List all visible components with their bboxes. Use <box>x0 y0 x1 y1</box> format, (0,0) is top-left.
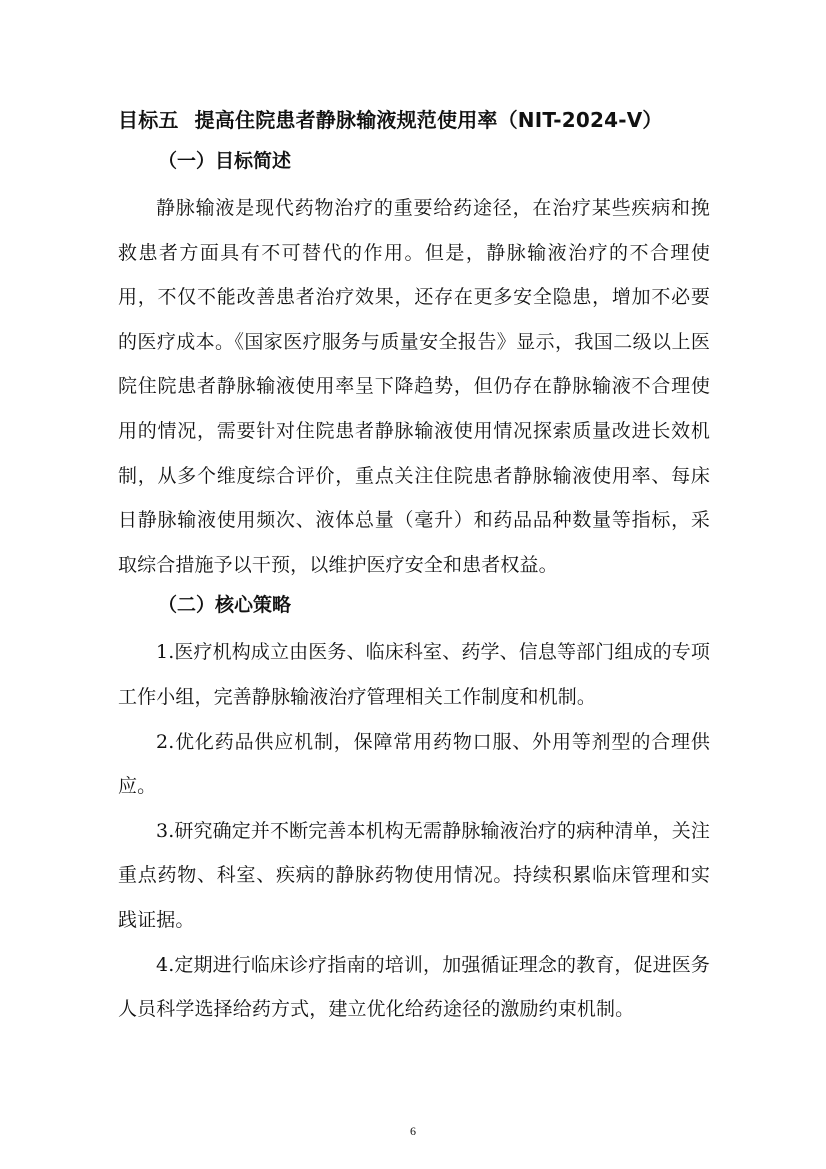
document-title <box>118 102 710 138</box>
summary-paragraph: 静脉输液是现代药物治疗的重要给药途径，在治疗某些疾病和挽救患者方面具有不可替代的作用。但是，静脉输液治疗的不合理使用，不仅不能改善患者治疗效果，还存在更多安全隐患，增加不必要的医疗成本。《国家医疗服务与质量安全报告》显示，我国二级以上医院住院患者静脉输液使用率呈下降趋势，但仍存在静脉输液不合理使用的情况，需要针对住院患者静脉输液使用情况探索质量改进长效机制，从多个维度综合评价，重点关注住院患者静脉输液使用率、每床日静脉输液使用频次、液体总量（毫升）和药品品种数量等指标，采取综合措施予以干预，以维护医疗安全和患者权益。 <box>118 197 710 576</box>
page-number: 6 <box>410 1124 416 1138</box>
title-main: 提高住院患者静脉输液规范使用率（NIT-2024-Ⅴ） <box>194 108 663 132</box>
section-heading-strategies: （二）核心策略 <box>158 594 292 617</box>
section-heading-summary: （一）目标简述 <box>158 150 292 172</box>
document-body <box>118 102 710 1032</box>
strategy-item-1: 1.医疗机构成立由医务、临床科室、药学、信息等部门组成的专项工作小组，完善静脉输液治疗管理相关工作制度和机制。 <box>118 641 710 708</box>
title-prefix: 目标五 <box>118 108 179 132</box>
strategy-item-4: 4.定期进行临床诊疗指南的培训，加强循证理念的教育，促进医务人员科学选择给药方式，建立优化给药途径的激励约束机制。 <box>118 953 710 1021</box>
strategy-item-2: 2.优化药品供应机制，保障常用药物口服、外用等剂型的合理供应。 <box>118 730 710 798</box>
strategy-item-3: 3.研究确定并不断完善本机构无需静脉输液治疗的病种清单，关注重点药物、科室、疾病的静脉药物使用情况。持续积累临床管理和实践证据。 <box>118 819 710 931</box>
